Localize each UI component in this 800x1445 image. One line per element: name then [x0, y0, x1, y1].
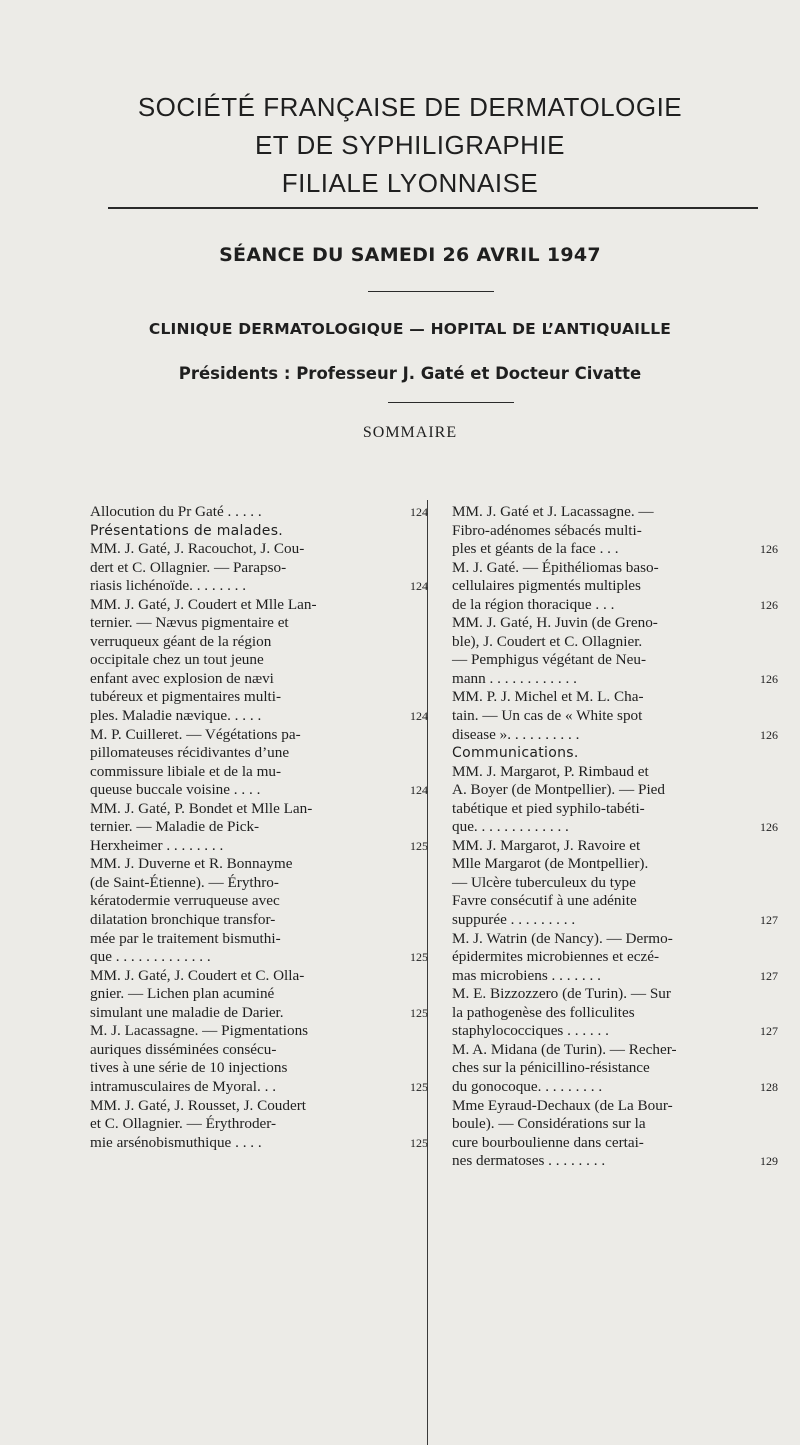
toc-entry-line: M. P. Cuilleret. — Végétations pa- [90, 725, 301, 743]
toc-entry [452, 762, 778, 837]
toc-entry-line: gnier. — Lichen plan acuminé [90, 985, 275, 1003]
sommaire-heading: SOMMAIRE [362, 424, 458, 441]
toc-entry [90, 855, 428, 966]
toc-page-number: 124 [410, 709, 428, 724]
toc-right-column [452, 503, 778, 1171]
toc-entry-line: Allocution du Pr Gaté . . . . . [90, 503, 262, 520]
toc-entry-line: tabétique et pied syphilo-tabéti- [452, 799, 645, 817]
toc-entry [90, 503, 428, 522]
toc-entry-line: ble), J. Coudert et C. Ollagnier. [452, 632, 643, 650]
toc-entry-line: M. J. Gaté. — Épithéliomas baso- [452, 558, 659, 576]
toc-entry-line: et C. Ollagnier. — Érythroder- [90, 1115, 277, 1133]
toc-page-number: 127 [760, 1024, 778, 1039]
toc-entry-line: ches sur la pénicillino-résistance [452, 1059, 650, 1077]
toc-entry-line: kératodermie verruqueuse avec [90, 892, 280, 910]
presidents-rule [388, 402, 514, 403]
toc-entry-line: pillomateuses récidivantes d’une [90, 744, 290, 762]
society-line-2: ET DE SYPHILIGRAPHIE [254, 130, 566, 160]
toc-page-number: 125 [410, 1135, 428, 1150]
toc-entry [90, 1096, 428, 1153]
toc-page-number: 124 [410, 505, 428, 519]
toc-page-number: 126 [760, 542, 778, 557]
toc-entry-line: MM. J. Gaté, H. Juvin (de Greno- [452, 614, 658, 632]
seance-heading: SÉANCE DU SAMEDI 26 AVRIL 1947 [219, 244, 601, 266]
toc-entry-line: ternier. — Maladie de Pick- [90, 818, 260, 836]
toc-entry-line: Présentations de malades. [90, 522, 284, 539]
toc-entry-line: staphylococciques . . . . . . [452, 1022, 609, 1040]
toc-page-number: 125 [410, 1005, 428, 1020]
column-divider [427, 500, 428, 1445]
toc-entry-line: queuse buccale voisine . . . . [90, 781, 261, 799]
toc-entry-line: MM. J. Gaté, P. Bondet et Mlle Lan- [90, 799, 313, 817]
toc-entry-line: ples. Maladie nævique. . . . . [90, 707, 262, 725]
toc-section-header [452, 744, 740, 763]
toc-entry [452, 1040, 778, 1097]
toc-entry-line: riasis lichénoïde. . . . . . . . [90, 577, 247, 595]
toc-page-number: 127 [760, 913, 778, 928]
toc-entry-line: mie arsénobismuthique . . . . [90, 1133, 262, 1151]
toc-entry-line: tives à une série de 10 injections [90, 1059, 288, 1077]
toc-entry-line: verruqueux géant de la région [90, 632, 272, 650]
society-title [60, 88, 760, 202]
toc-entry [452, 1096, 778, 1171]
toc-entry [90, 799, 428, 856]
toc-entry-line: de la région thoracique . . . [452, 595, 615, 613]
toc-entry-line: mann . . . . . . . . . . . . [452, 669, 577, 687]
toc-page-number: 124 [410, 579, 428, 594]
toc-entry-line: Fibro-adénomes sébacés multi- [452, 521, 642, 539]
toc-entry-line: MM. J. Margarot, J. Ravoire et [452, 836, 641, 854]
toc-entry [90, 725, 428, 800]
toc-entry-line: commissure libiale et de la mu- [90, 762, 282, 780]
society-line-1: SOCIÉTÉ FRANÇAISE DE DERMATOLOGIE [137, 92, 683, 122]
toc-page-number: 125 [410, 838, 428, 853]
toc-page-number: 125 [410, 1079, 428, 1094]
toc-entry-line: nes dermatoses . . . . . . . . [452, 1152, 606, 1170]
toc-entry-line: MM. J. Gaté, J. Rousset, J. Coudert [90, 1096, 306, 1114]
toc-entry-line: MM. J. Margarot, P. Rimbaud et [452, 762, 649, 780]
toc-page-number: 129 [760, 1154, 778, 1169]
toc-page-number: 126 [760, 820, 778, 835]
toc-entry-line: cellulaires pigmentés multiples [452, 577, 641, 595]
toc-entry [452, 985, 778, 1041]
toc-entry [90, 540, 428, 596]
toc-entry-line: Mlle Margarot (de Montpellier). [452, 855, 649, 873]
toc-section-header [90, 522, 390, 541]
toc-entry-line: boule). — Considérations sur la [452, 1115, 646, 1133]
toc-left-column [90, 503, 428, 1152]
toc-entry-line: dilatation bronchique transfor- [90, 911, 276, 929]
toc-page-number: 128 [760, 1079, 778, 1094]
toc-entry-line: MM. J. Gaté et J. Lacassagne. — [452, 503, 654, 520]
toc-entry-line: — Ulcère tuberculeux du type [452, 873, 636, 891]
toc-entry [452, 558, 778, 615]
toc-entry [452, 688, 778, 744]
clinique-heading: CLINIQUE DERMATOLOGIQUE — HOPITAL DE L’ANTIQUAILLE [148, 320, 672, 338]
toc-entry-line: MM. J. Gaté, J. Racouchot, J. Cou- [90, 540, 305, 558]
toc-entry [452, 836, 778, 930]
toc-entry-line: simulant une maladie de Darier. [90, 1003, 284, 1021]
toc-page-number: 126 [760, 671, 778, 686]
toc-entry-line: tain. — Un cas de « White spot [452, 707, 643, 725]
toc-entry [452, 614, 778, 688]
toc-entry-line: dert et C. Ollagnier. — Parapso- [90, 558, 287, 576]
toc-entry [90, 966, 428, 1023]
toc-entry-line: la pathogenèse des folliculites [452, 1003, 635, 1021]
toc-page-number: 126 [760, 597, 778, 612]
toc-entry-line: MM. J. Duverne et R. Bonnayme [90, 855, 293, 873]
toc-page-number: 126 [760, 727, 778, 742]
toc-entry-line: (de Saint-Étienne). — Érythro- [90, 873, 279, 891]
toc-entry-line: épidermites microbiennes et eczé- [452, 948, 660, 966]
toc-entry-line: disease ». . . . . . . . . . [452, 725, 580, 743]
toc-entry-line: auriques disséminées consécu- [90, 1040, 277, 1058]
toc-entry-line: M. J. Lacassagne. — Pigmentations [90, 1022, 309, 1040]
toc-entry-line: tubéreux et pigmentaires multi- [90, 688, 282, 706]
toc-entry-line: du gonocoque. . . . . . . . . [452, 1077, 603, 1095]
toc-entry-line: Herxheimer . . . . . . . . [90, 836, 224, 854]
toc-entry [452, 503, 778, 559]
toc-entry-line: MM. P. J. Michel et M. L. Cha- [452, 688, 644, 706]
seance-rule [368, 291, 494, 292]
toc-entry [90, 1022, 428, 1096]
toc-entry-line: mas microbiens . . . . . . . [452, 966, 601, 984]
toc-entry-line: ples et géants de la face . . . [452, 540, 619, 558]
toc-entry [90, 595, 428, 726]
toc-entry-line: MM. J. Gaté, J. Coudert et C. Olla- [90, 966, 305, 984]
toc-entry-line: ternier. — Nævus pigmentaire et [90, 614, 289, 632]
toc-entry-line: occipitale chez un tout jeune [90, 651, 264, 669]
toc-entry-line: Favre consécutif à une adénite [452, 892, 637, 910]
toc-entry-line: M. J. Watrin (de Nancy). — Dermo- [452, 929, 673, 947]
toc-entry-line: que . . . . . . . . . . . . . [90, 948, 211, 966]
toc-entry-line: que. . . . . . . . . . . . . [452, 818, 569, 836]
toc-entry-line: cure bourboulienne dans certai- [452, 1133, 644, 1151]
title-rule [108, 207, 758, 209]
toc-entry-line: intramusculaires de Myoral. . . [90, 1077, 276, 1095]
toc-entry-line: enfant avec explosion de nævi [90, 669, 274, 687]
toc-entry-line: Mme Eyraud-Dechaux (de La Bour- [452, 1096, 673, 1114]
toc-page-number: 125 [410, 950, 428, 965]
presidents-line: Présidents : Professeur J. Gaté et Docteur Civatte [178, 364, 642, 383]
toc-entry-line: — Pemphigus végétant de Neu- [452, 651, 647, 669]
toc-entry-line: MM. J. Gaté, J. Coudert et Mlle Lan- [90, 595, 317, 613]
toc-entry-line: Communications. [452, 745, 579, 762]
toc-entry-line: suppurée . . . . . . . . . [452, 911, 576, 929]
toc-entry [452, 929, 778, 986]
society-line-3: FILIALE LYONNAISE [281, 168, 539, 198]
toc-entry-line: M. A. Midana (de Turin). — Recher- [452, 1040, 677, 1058]
toc-page-number: 127 [760, 968, 778, 983]
toc-entry-line: M. E. Bizzozzero (de Turin). — Sur [452, 985, 671, 1003]
toc-entry-line: mée par le traitement bismuthi- [90, 929, 281, 947]
toc-entry-line: A. Boyer (de Montpellier). — Pied [452, 781, 666, 799]
toc-page-number: 124 [410, 783, 428, 798]
